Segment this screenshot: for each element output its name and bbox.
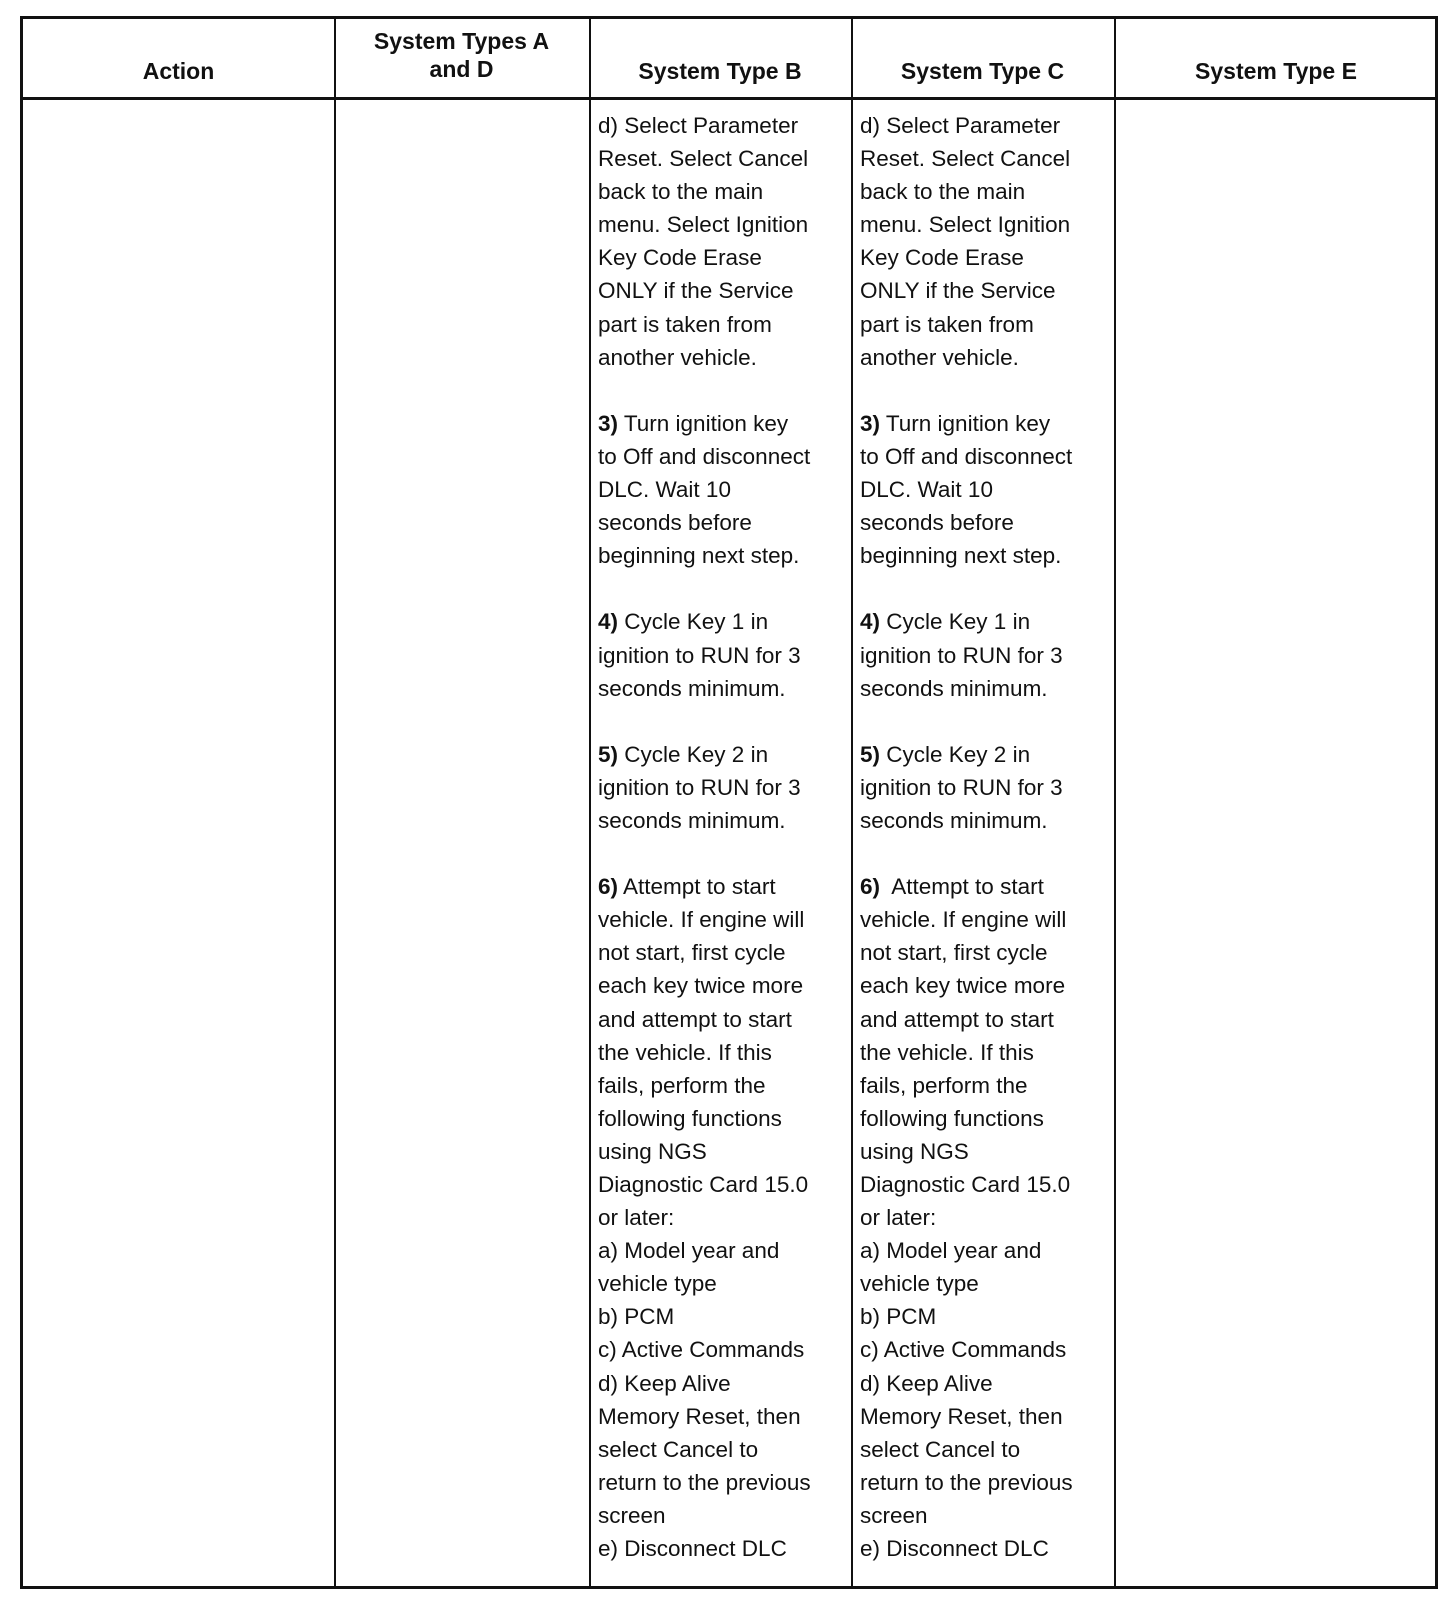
step-text-line <box>598 738 811 771</box>
step-text-line: and attempt to start <box>598 1006 792 1032</box>
step-text: Attempt to start <box>618 874 776 900</box>
step-text-line: menu. Select Ignition <box>598 212 809 238</box>
header-types-ad-line2: and D <box>429 56 494 82</box>
step-text-line: a) Model year and <box>598 1238 780 1264</box>
step-text-line: vehicle. If engine will <box>860 907 1067 933</box>
step-text-line: c) Active Commands <box>598 1337 805 1363</box>
step4-paragraph <box>598 605 811 704</box>
header-type-c <box>851 19 1114 97</box>
step-text-line: beginning next step. <box>598 543 800 569</box>
procedure-table <box>20 16 1438 1589</box>
step-text-line: a) Model year and <box>860 1238 1042 1264</box>
step-text-line: seconds minimum. <box>860 675 1048 701</box>
step-text-line: d) Select Parameter <box>860 113 1061 138</box>
step-text-line: ignition to RUN for 3 <box>860 774 1063 800</box>
step6-paragraph <box>598 870 811 1565</box>
step-text-line: not start, first cycle <box>598 940 786 966</box>
type-c-cell <box>860 109 1073 1598</box>
step-text-line: Key Code Erase <box>598 245 762 271</box>
step-text-line: Reset. Select Cancel <box>598 146 809 172</box>
column-divider <box>334 19 336 1586</box>
step-text: Attempt to start <box>880 874 1044 900</box>
step-text-line: Diagnostic Card 15.0 <box>598 1172 809 1197</box>
step-text-line: ONLY if the Service <box>598 278 794 304</box>
step-text-line: beginning next step. <box>860 543 1062 569</box>
step-text-line: Memory Reset, then <box>598 1403 801 1429</box>
step-number: 5) <box>860 741 881 767</box>
step-text-line: select Cancel to <box>860 1436 1021 1462</box>
step-text-line: c) Active Commands <box>860 1337 1067 1363</box>
step-text-line: select Cancel to <box>598 1436 759 1462</box>
step-number: 3) <box>598 410 619 436</box>
step-text-line <box>598 407 811 440</box>
step-number: 3) <box>860 410 881 436</box>
step5-paragraph <box>598 738 811 837</box>
step-text-line: seconds before <box>598 510 752 536</box>
step-number: 6) <box>860 874 881 900</box>
step-d-paragraph <box>598 109 811 374</box>
header-types-ad-line1: System Types A <box>373 28 550 54</box>
step4-paragraph <box>860 605 1073 704</box>
header-type-c-label: System Type C <box>900 58 1065 84</box>
header-action-label: Action <box>142 58 215 84</box>
step-text-line: Key Code Erase <box>860 245 1024 271</box>
step-text-line: d) Select Parameter <box>598 113 799 138</box>
step-text-line: vehicle type <box>860 1271 979 1297</box>
step-d-paragraph <box>860 109 1073 374</box>
step-text-line: screen <box>598 1502 666 1528</box>
step-text: Cycle Key 2 in <box>618 741 769 767</box>
step-text-line: back to the main <box>598 179 764 205</box>
step-text-line: fails, perform the <box>860 1072 1028 1098</box>
step-text-line: and attempt to start <box>860 1006 1054 1032</box>
step-number: 5) <box>598 741 619 767</box>
step-text-line: seconds minimum. <box>598 807 786 833</box>
step3-paragraph <box>598 407 811 572</box>
column-divider <box>589 19 591 1586</box>
step-text-line: Diagnostic Card 15.0 <box>860 1172 1071 1197</box>
step-text-line: DLC. Wait 10 <box>860 477 993 503</box>
step-text-line: another vehicle. <box>860 344 1019 370</box>
step6-paragraph <box>860 870 1073 1565</box>
step-text-line: ONLY if the Service <box>860 278 1056 304</box>
step-text-line: ignition to RUN for 3 <box>598 642 801 668</box>
step-text-line: seconds minimum. <box>598 675 786 701</box>
header-type-b-label: System Type B <box>638 58 802 84</box>
step-text-line: seconds minimum. <box>860 807 1048 833</box>
step-text-line: back to the main <box>860 179 1026 205</box>
step5-paragraph <box>860 738 1073 837</box>
step-text-line: seconds before <box>860 510 1014 536</box>
header-type-b <box>589 19 851 97</box>
header-type-e-label: System Type E <box>1195 58 1357 84</box>
step-text-line: vehicle. If engine will <box>598 907 805 933</box>
step-text-line: e) Disconnect DLC <box>860 1536 1049 1562</box>
step-text-line: b) PCM <box>860 1304 937 1330</box>
step-text-line: using NGS <box>860 1138 969 1164</box>
step-text-line: vehicle type <box>598 1271 717 1297</box>
step-text: Turn ignition key <box>880 410 1051 436</box>
step-text-line: or later: <box>860 1205 937 1231</box>
step-text-line: not start, first cycle <box>860 940 1048 966</box>
step-text: Cycle Key 1 in <box>880 609 1031 635</box>
step-text-line: another vehicle. <box>598 344 757 370</box>
step3-paragraph <box>860 407 1073 572</box>
step-text-line: to Off and disconnect <box>860 443 1073 469</box>
column-divider <box>1114 19 1116 1586</box>
step-text-line: to Off and disconnect <box>598 443 811 469</box>
step-text-line: d) Keep Alive <box>860 1370 993 1396</box>
step-text-line: ignition to RUN for 3 <box>860 642 1063 668</box>
step-text-line: ignition to RUN for 3 <box>598 774 801 800</box>
step-text-line: return to the previous <box>598 1469 811 1495</box>
step-text-line <box>598 870 811 903</box>
step-text-line: or later: <box>598 1205 675 1231</box>
header-action <box>23 19 334 97</box>
header-rule <box>23 97 1435 100</box>
step-text: Cycle Key 1 in <box>618 609 769 635</box>
step-text-line: b) PCM <box>598 1304 675 1330</box>
step-number: 4) <box>598 609 619 635</box>
step-text-line: d) Keep Alive <box>598 1370 731 1396</box>
header-type-e <box>1114 19 1438 97</box>
step-number: 4) <box>860 609 881 635</box>
step-text-line: DLC. Wait 10 <box>598 477 731 503</box>
step-text-line: using NGS <box>598 1138 707 1164</box>
step-text-line: screen <box>860 1502 928 1528</box>
step-text-line: following functions <box>598 1105 782 1131</box>
step-text-line <box>860 738 1073 771</box>
step-text-line: return to the previous <box>860 1469 1073 1495</box>
step-text-line: menu. Select Ignition <box>860 212 1071 238</box>
step-text-line: fails, perform the <box>598 1072 766 1098</box>
step-text-line: part is taken from <box>598 311 772 337</box>
step-text-line: the vehicle. If this <box>598 1039 772 1065</box>
step-text-line: part is taken from <box>860 311 1034 337</box>
step-text-line: Memory Reset, then <box>860 1403 1063 1429</box>
step-text-line: each key twice more <box>598 973 804 999</box>
step-text-line: Reset. Select Cancel <box>860 146 1071 172</box>
step-text-line: the vehicle. If this <box>860 1039 1034 1065</box>
step-text-line <box>598 605 811 638</box>
step-text-line <box>860 605 1073 638</box>
column-divider <box>851 19 853 1586</box>
step-text-line: following functions <box>860 1105 1044 1131</box>
step-number: 6) <box>598 874 619 900</box>
step-text-line: e) Disconnect DLC <box>598 1536 787 1562</box>
type-b-cell <box>598 109 811 1598</box>
header-types-a-d <box>334 19 589 97</box>
step-text: Cycle Key 2 in <box>880 741 1031 767</box>
step-text-line <box>860 870 1073 903</box>
step-text-line <box>860 407 1073 440</box>
step-text-line: each key twice more <box>860 973 1066 999</box>
step-text: Turn ignition key <box>618 410 789 436</box>
